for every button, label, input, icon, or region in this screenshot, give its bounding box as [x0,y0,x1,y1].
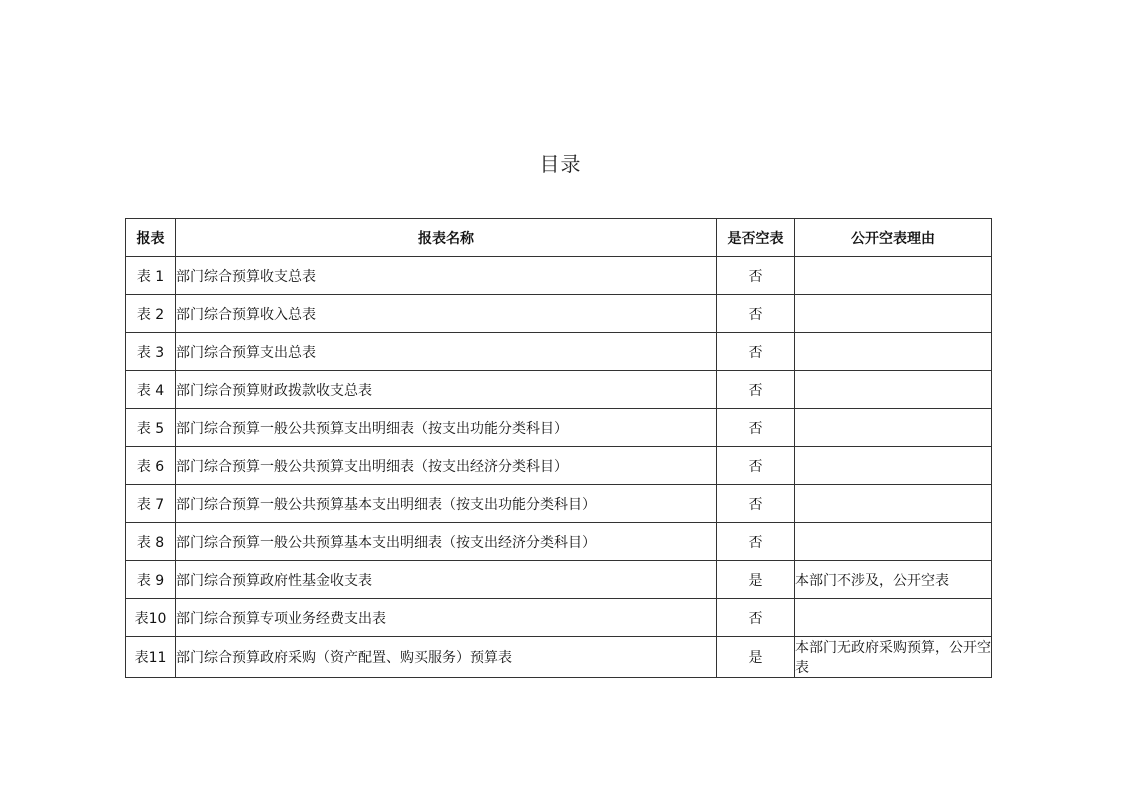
report-name-cell: 部门综合预算财政拨款收支总表 [176,371,717,409]
is-empty-cell: 否 [717,257,795,295]
report-index-table [125,218,992,678]
empty-reason-cell [795,409,992,447]
report-name-cell: 部门综合预算一般公共预算基本支出明细表（按支出经济分类科目） [176,523,717,561]
table-row [126,561,992,599]
report-number-cell: 表 4 [126,371,176,409]
report-number-cell: 表 1 [126,257,176,295]
table-header-row [126,219,992,257]
report-name-cell: 部门综合预算一般公共预算基本支出明细表（按支出功能分类科目） [176,485,717,523]
table-row [126,257,992,295]
report-number-cell: 表 5 [126,409,176,447]
is-empty-cell: 是 [717,637,795,678]
report-number-cell: 表 8 [126,523,176,561]
is-empty-cell: 否 [717,295,795,333]
report-number-cell: 表10 [126,599,176,637]
header-is-empty: 是否空表 [717,219,795,257]
is-empty-cell: 否 [717,447,795,485]
is-empty-cell: 否 [717,333,795,371]
is-empty-cell: 否 [717,523,795,561]
report-name-cell: 部门综合预算一般公共预算支出明细表（按支出经济分类科目） [176,447,717,485]
header-report-name: 报表名称 [176,219,717,257]
report-name-cell: 部门综合预算政府采购（资产配置、购买服务）预算表 [176,637,717,678]
is-empty-cell: 否 [717,485,795,523]
is-empty-cell: 否 [717,409,795,447]
is-empty-cell: 否 [717,371,795,409]
table-row [126,295,992,333]
empty-reason-cell [795,447,992,485]
empty-reason-cell [795,257,992,295]
table-row [126,447,992,485]
empty-reason-cell [795,599,992,637]
report-number-cell: 表11 [126,637,176,678]
report-name-cell: 部门综合预算一般公共预算支出明细表（按支出功能分类科目） [176,409,717,447]
table-row [126,599,992,637]
table-row [126,523,992,561]
report-number-cell: 表 7 [126,485,176,523]
empty-reason-cell [795,295,992,333]
table-row [126,333,992,371]
empty-reason-cell: 本部门不涉及，公开空表 [795,561,992,599]
report-name-cell: 部门综合预算支出总表 [176,333,717,371]
empty-reason-cell [795,485,992,523]
table-body [126,257,992,678]
header-empty-reason: 公开空表理由 [795,219,992,257]
table-row [126,409,992,447]
empty-reason-cell: 本部门无政府采购预算，公开空表 [795,637,992,678]
report-name-cell: 部门综合预算专项业务经费支出表 [176,599,717,637]
page-title: 目录 [539,152,582,176]
empty-reason-cell [795,333,992,371]
report-name-cell: 部门综合预算政府性基金收支表 [176,561,717,599]
report-number-cell: 表 9 [126,561,176,599]
empty-reason-cell [795,371,992,409]
report-name-cell: 部门综合预算收入总表 [176,295,717,333]
header-report: 报表 [126,219,176,257]
report-number-cell: 表 3 [126,333,176,371]
table-row [126,637,992,678]
table-row [126,371,992,409]
is-empty-cell: 是 [717,561,795,599]
report-number-cell: 表 6 [126,447,176,485]
report-name-cell: 部门综合预算收支总表 [176,257,717,295]
report-number-cell: 表 2 [126,295,176,333]
table-row [126,485,992,523]
is-empty-cell: 否 [717,599,795,637]
empty-reason-cell [795,523,992,561]
